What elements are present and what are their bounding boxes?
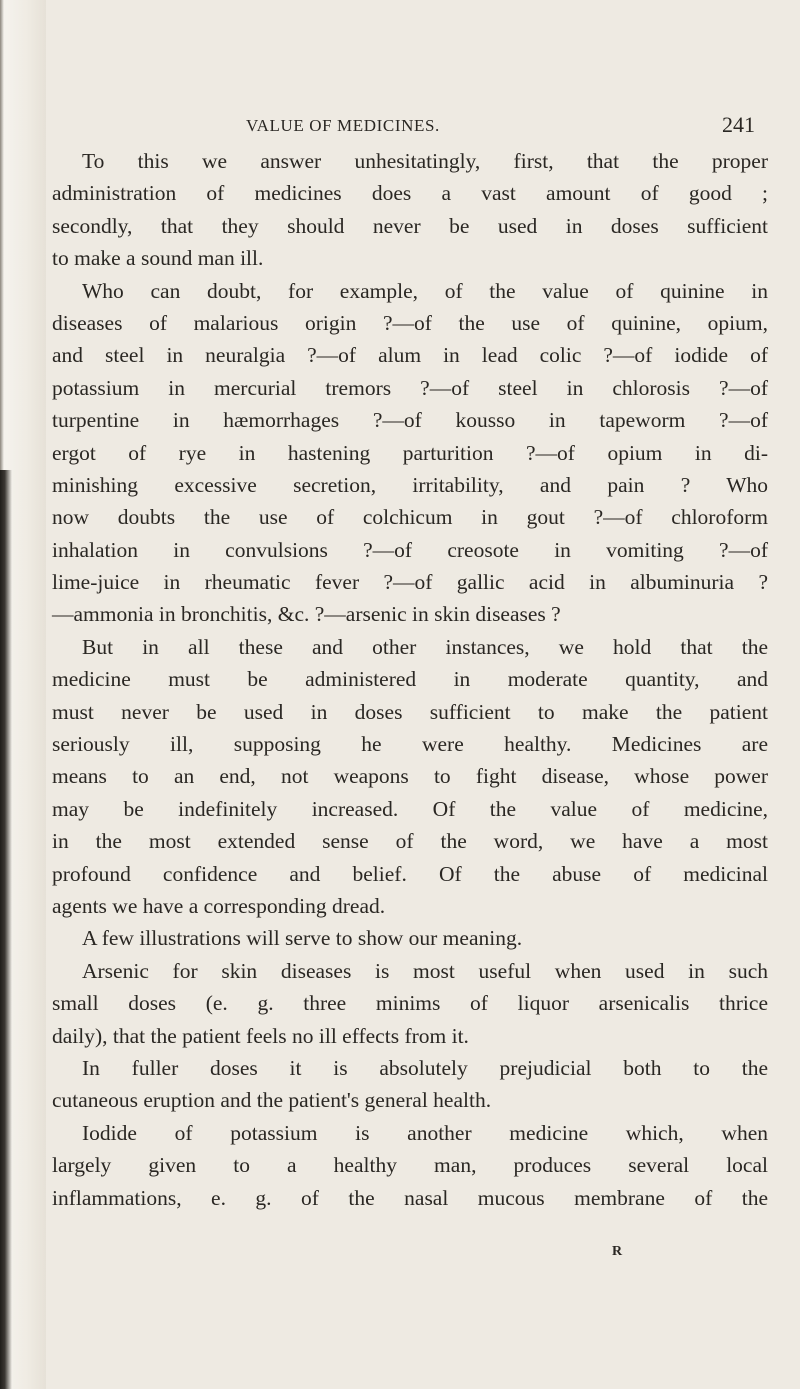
text-line: potassium in mercurial tremors ?—of steel in chlorosis ?—of xyxy=(52,375,768,400)
body-text xyxy=(52,145,768,1214)
text-line: in the most extended sense of the word, we have a most xyxy=(52,829,768,854)
text-line: agents we have a corresponding dread. xyxy=(52,893,386,918)
text-line: A few illustrations will serve to show our meaning. xyxy=(82,926,523,951)
text-line: diseases of malarious origin ?—of the use of quinine, opium, xyxy=(52,310,768,335)
text-line: to make a sound man ill. xyxy=(52,246,264,271)
text-line: daily), that the patient feels no ill effects from it. xyxy=(52,1023,469,1048)
text-line: may be indefinitely increased. Of the value of medicine, xyxy=(52,796,768,821)
page-number: 241 xyxy=(722,112,755,137)
text-line: and steel in neuralgia ?—of alum in lead colic ?—of iodide of xyxy=(52,343,768,368)
running-title: VALUE OF MEDICINES. xyxy=(246,116,440,135)
text-line: ergot of rye in hastening parturition ?—of opium in di- xyxy=(52,440,768,465)
text-line: turpentine in hæmorrhages ?—of kousso in tapeworm ?—of xyxy=(52,408,768,433)
text-line: inflammations, e. g. of the nasal mucous membrane of the xyxy=(52,1185,768,1210)
binding-shadow-top xyxy=(0,0,4,470)
text-line: Iodide of potassium is another medicine which, when xyxy=(82,1120,768,1145)
running-head xyxy=(0,112,800,140)
text-line: Arsenic for skin diseases is most useful when used in such xyxy=(82,958,768,983)
text-line: —ammonia in bronchitis, &c. ?—arsenic in skin diseases ? xyxy=(52,602,561,627)
text-line: minishing excessive secretion, irritability, and pain ? Who xyxy=(52,472,768,497)
text-line: means to an end, not weapons to fight disease, whose power xyxy=(52,764,768,789)
signature-mark: R xyxy=(612,1244,623,1259)
text-line: lime-juice in rheumatic fever ?—of gallic acid in albuminuria ? xyxy=(52,570,768,595)
text-line: But in all these and other instances, we hold that the xyxy=(82,634,768,659)
text-line: seriously ill, supposing he were healthy. Medicines are xyxy=(52,732,768,757)
text-line: In fuller doses it is absolutely prejudicial both to the xyxy=(82,1055,768,1080)
text-line: To this we answer unhesitatingly, first, that the proper xyxy=(82,149,768,173)
text-line: Who can doubt, for example, of the value of quinine in xyxy=(82,278,768,303)
text-line: must never be used in doses sufficient to make the patient xyxy=(52,699,768,724)
text-line: administration of medicines does a vast amount of good ; xyxy=(52,181,768,206)
text-line: cutaneous eruption and the patient's general health. xyxy=(52,1088,492,1113)
text-line: inhalation in convulsions ?—of creosote in vomiting ?—of xyxy=(52,537,768,562)
text-line: secondly, that they should never be used in doses sufficient xyxy=(52,213,768,238)
text-line: now doubts the use of colchicum in gout ?—of chloroform xyxy=(52,505,768,530)
text-line: small doses (e. g. three minims of liquor arsenicalis thrice xyxy=(52,991,768,1016)
text-line: largely given to a healthy man, produces several local xyxy=(52,1153,768,1178)
text-line: medicine must be administered in moderate quantity, and xyxy=(52,667,768,692)
binding-shadow xyxy=(0,470,12,1389)
text-line: profound confidence and belief. Of the abuse of medicinal xyxy=(52,861,768,886)
